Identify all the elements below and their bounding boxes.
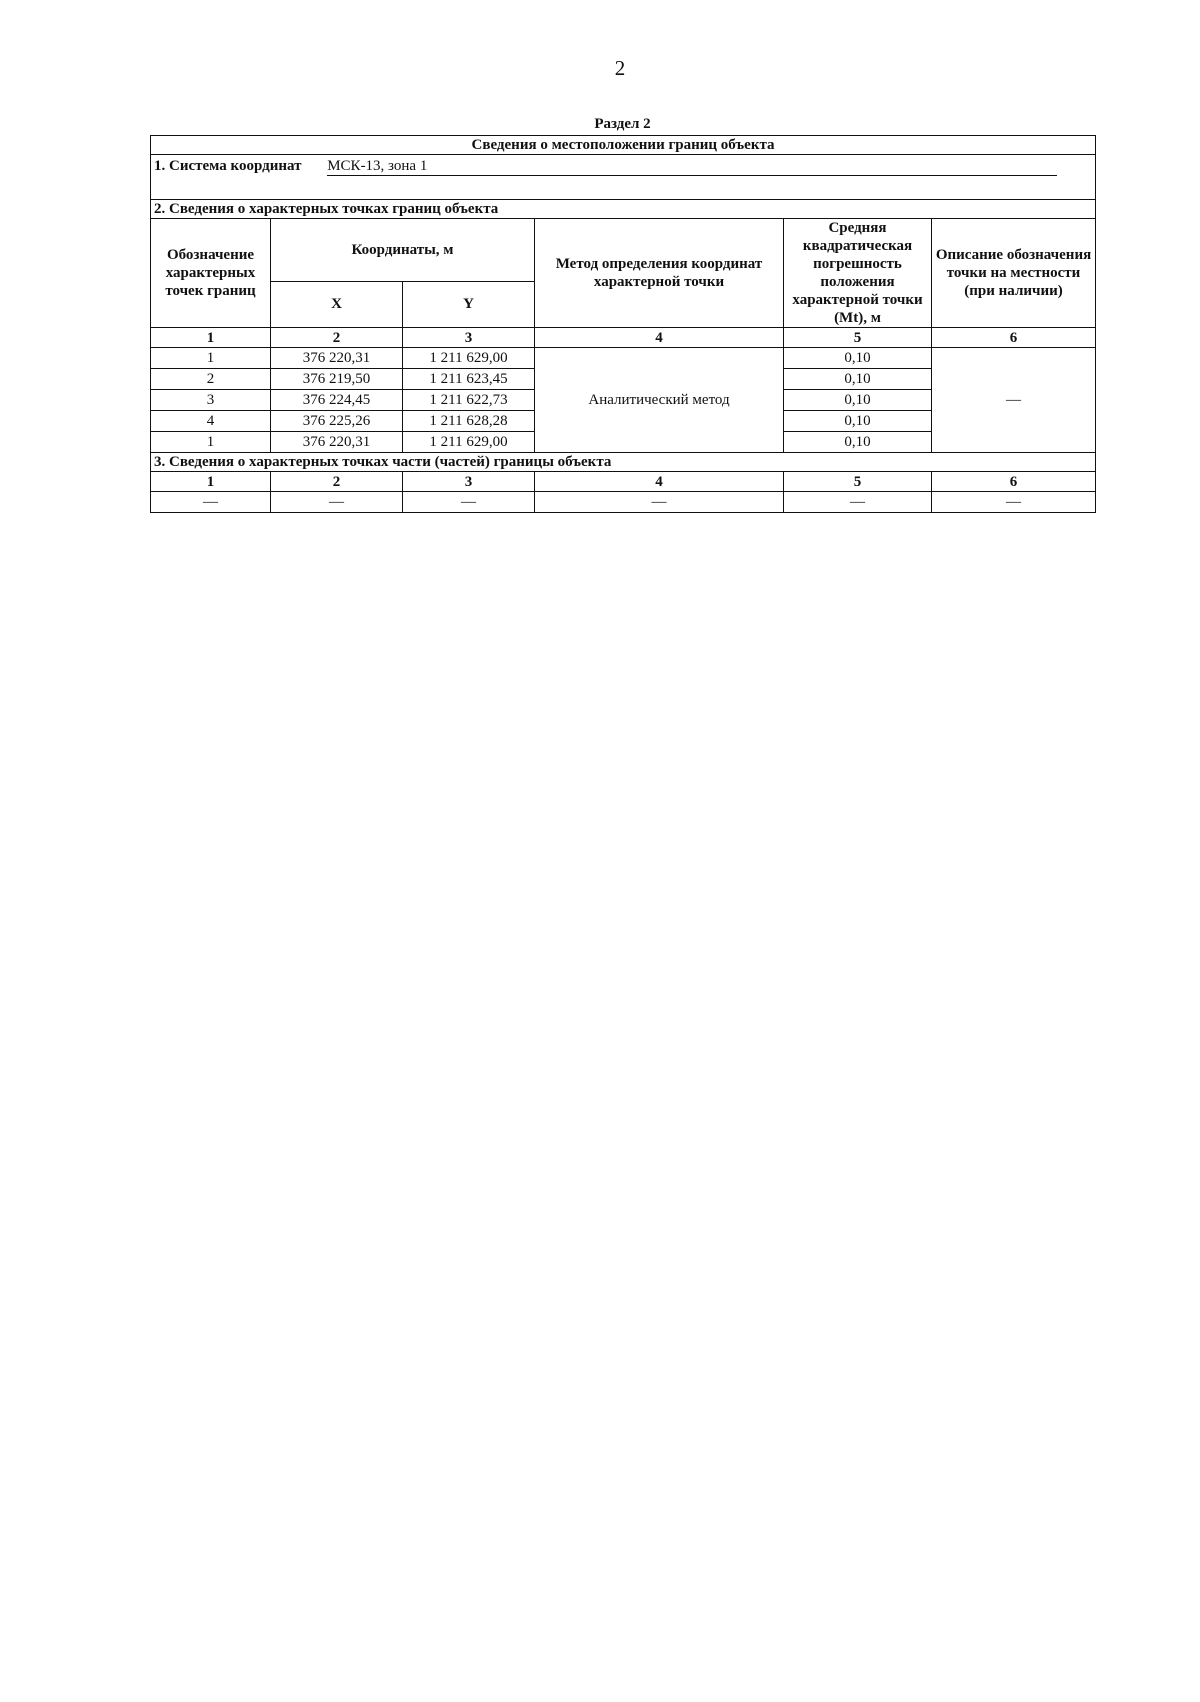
column-number: 2 xyxy=(271,472,403,492)
point-error: 0,10 xyxy=(784,411,932,432)
header-designation: Обозначение характерных точек границ xyxy=(151,219,271,328)
point-x: 376 220,31 xyxy=(271,432,403,453)
table-title-row xyxy=(151,136,1096,155)
coordinate-system-label: 1. Система координат xyxy=(154,158,302,174)
boundary-table xyxy=(150,135,1096,513)
coordinate-system-row xyxy=(151,155,1096,200)
description-cell: — xyxy=(932,348,1096,453)
points-section-title-row xyxy=(151,200,1096,219)
header-x: X xyxy=(271,281,403,327)
header-row xyxy=(151,219,1096,282)
column-number: 1 xyxy=(151,472,271,492)
column-number: 2 xyxy=(271,328,403,348)
point-id: 3 xyxy=(151,390,271,411)
point-error: 0,10 xyxy=(784,390,932,411)
column-number: 5 xyxy=(784,328,932,348)
column-number: 6 xyxy=(932,472,1096,492)
point-y: 1 211 629,00 xyxy=(403,432,535,453)
point-y: 1 211 629,00 xyxy=(403,348,535,369)
header-error: Средняя квадратическая погрешность положения характерной точки (Mt), м xyxy=(784,219,932,328)
header-description: Описание обозначения точки на местности (при наличии) xyxy=(932,219,1096,328)
column-number: 3 xyxy=(403,472,535,492)
point-error: 0,10 xyxy=(784,348,932,369)
point-id: 4 xyxy=(151,411,271,432)
point-x: 376 224,45 xyxy=(271,390,403,411)
point-y: 1 211 622,73 xyxy=(403,390,535,411)
table-title: Сведения о местоположении границ объекта xyxy=(151,136,1096,155)
header-y: Y xyxy=(403,281,535,327)
dash-cell: — xyxy=(151,492,271,513)
column-number: 5 xyxy=(784,472,932,492)
point-id: 2 xyxy=(151,369,271,390)
column-number: 3 xyxy=(403,328,535,348)
dash-cell: — xyxy=(535,492,784,513)
header-coordinates: Координаты, м xyxy=(271,219,535,282)
parts-dash-row xyxy=(151,492,1096,513)
point-id: 1 xyxy=(151,348,271,369)
column-numbers-row xyxy=(151,328,1096,348)
column-number: 1 xyxy=(151,328,271,348)
parts-section-title-row xyxy=(151,453,1096,472)
method-cell: Аналитический метод xyxy=(535,348,784,453)
dash-cell: — xyxy=(932,492,1096,513)
point-error: 0,10 xyxy=(784,432,932,453)
point-error: 0,10 xyxy=(784,369,932,390)
point-id: 1 xyxy=(151,432,271,453)
dash-cell: — xyxy=(403,492,535,513)
dash-cell: — xyxy=(271,492,403,513)
header-method: Метод определения координат характерной точки xyxy=(535,219,784,328)
parts-column-numbers-row xyxy=(151,472,1096,492)
point-x: 376 219,50 xyxy=(271,369,403,390)
parts-section-title: 3. Сведения о характерных точках части (частей) границы объекта xyxy=(151,453,1096,472)
point-y: 1 211 628,28 xyxy=(403,411,535,432)
dash-cell: — xyxy=(784,492,932,513)
point-y: 1 211 623,45 xyxy=(403,369,535,390)
point-x: 376 225,26 xyxy=(271,411,403,432)
column-number: 4 xyxy=(535,472,784,492)
column-number: 6 xyxy=(932,328,1096,348)
points-section-title: 2. Сведения о характерных точках границ объекта xyxy=(151,200,1096,219)
point-x: 376 220,31 xyxy=(271,348,403,369)
coordinate-system-value: МСК-13, зона 1 xyxy=(327,158,428,174)
table-row xyxy=(151,348,1096,369)
section-title: Раздел 2 xyxy=(594,116,651,132)
column-number: 4 xyxy=(535,328,784,348)
page-number: 2 xyxy=(614,56,626,80)
